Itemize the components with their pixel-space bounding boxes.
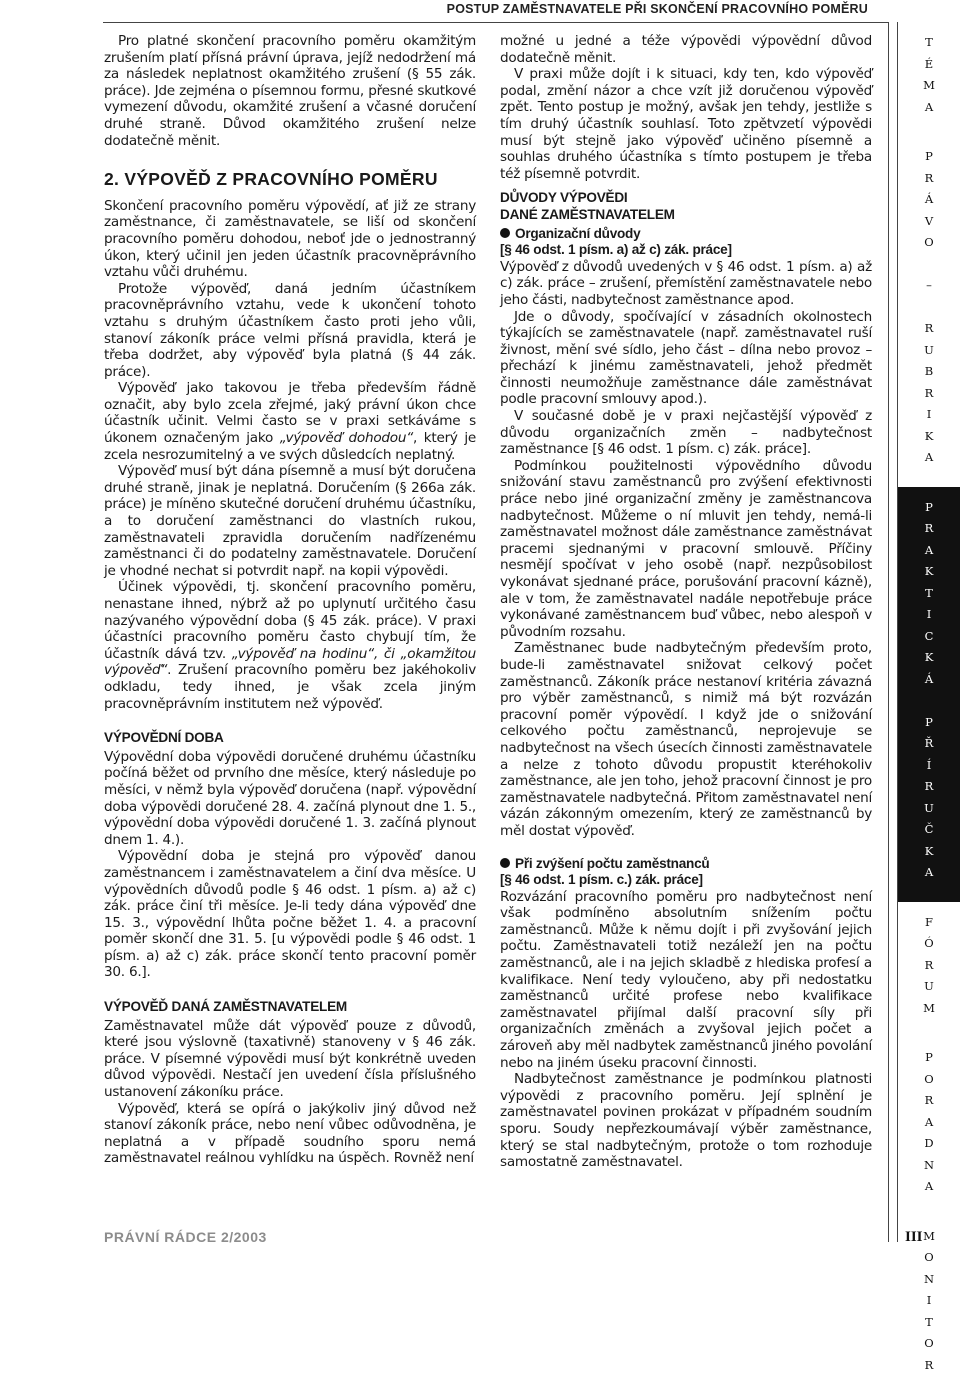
side-tab-letter: P [925, 497, 933, 519]
bullet-heading [500, 856, 872, 889]
bullet-reference: [§ 46 odst. 1 písm. a) až c) zák. práce] [500, 242, 872, 259]
paragraph: V praxi může dojít i k situaci, kdy ten, kdo výpověď podal, změní názor a chce vzít již doručenou výpověď zpět. Tento postup je možný, avšak jen tehdy, jestliže s tím druhý účastník souhlasí. Toto zpětvzetí výpovědi musí být stejně jako výpověď učiněno písemně a souhlas druhého účastníka s tímto postupem je třeba též písemně potvrdit. [500, 66, 872, 182]
side-tab-letter: M [923, 998, 935, 1020]
side-tab-letter: O [924, 232, 933, 254]
text-run: Výpověď jako takovou je třeba především řádně označit, aby bylo zcela zřejmé, jaký právní úkon chce účastník učinit. Velmi často se v praxi setkáváme s úkonem označeným jako [104, 380, 476, 446]
side-tab-letter: T [925, 32, 933, 54]
paragraph: Protože výpověď, daná jedním účastníkem pracovněprávního vztahu, vede k ukončení tohoto vztahu s druhým účastníkem často proti jeho vůli, stanoví zákoník práce velmi přísná pravidla, která je třeba dodržet, aby výpověď byla platná (§ 44 zák. práce). [104, 281, 476, 381]
paragraph [104, 579, 476, 712]
paragraph: Zaměstnanec bude nadbytečným především proto, bude-li zaměstnavatel snižovat celkový počet zaměstnanců. Zákoník práce nestanoví kritéria závazná pro výběr zaměstnanců, s nimiž má být rozvázán pracovní poměr výpovědí. I když jde o snižování celkového počtu zaměstnanců, neprojevuje se nadbytečnost na všech úsecích činnosti zaměstnavatele a nelze z tohoto důvodu propustit kteréhokoliv zaměstnance, ale jen toho, jehož pracovní činnost je pro zaměstnavatele nadbytečná. Přitom zaměstnavatel není vázán zákonným omezením, který ze zaměstnanců by měl dostat výpověď. [500, 640, 872, 839]
paragraph [104, 380, 476, 463]
section-title: 2. VÝPOVĚĎ Z PRACOVNÍHO POMĚRU [104, 171, 476, 188]
paragraph: Jde o důvody, spočívající v zásadních okolnostech týkajících se zaměstnavatele (např. zaměstnavatel ruší živnost, mění své sídlo, jeho část – dílna nebo provoz – přechází k jinému zaměstnavateli, jehož předmět činnosti neumožňuje zaměstnance dále zaměstnávat podle pracovní smlouvy apod.). [500, 309, 872, 409]
side-tab-letter: O [924, 1247, 933, 1269]
side-tab-letter: Í [927, 755, 932, 777]
side-tab-letter: T [925, 1312, 933, 1334]
side-rule [888, 22, 889, 1242]
side-tab-letter: M [923, 75, 935, 97]
side-tab-letter: Á [925, 669, 933, 691]
emphasis: „výpověď dohodou“ [280, 430, 413, 446]
side-tab-letter: D [924, 1133, 933, 1155]
side-tab-letter: R [925, 318, 934, 340]
side-tab-letter: I [927, 604, 932, 626]
side-tab-letter: N [924, 1269, 934, 1291]
side-tab-letter: I [927, 1290, 932, 1312]
paragraph: Rozvázání pracovního poměru pro nadbytečnost není však podmíněno absolutním snížením počtu zaměstnanců. Může k němu dojít i při zvyšování jejich počtu. Zaměstnavateli totiž nezáleží jen na počtu zaměstnanců, ale i na jejich skladbě z hlediska profesí a kvalifikace. Není tedy vyloučeno, aby při nedostatku zaměstnanců určité profese nebo kvalifikace zaměstnavatel přijímal další pracovní síly při organizačních změnách a zvyšoval jejich počet a zároveň aby měl nadbytek zaměstnanců jiného povolání nebo na jiném úseku pracovní činnosti. [500, 889, 872, 1072]
side-tab[interactable] [898, 22, 960, 136]
side-tab-letter: R [925, 1090, 934, 1112]
side-tab-letter: F [925, 912, 933, 934]
side-tab-letter: U [924, 976, 934, 998]
paragraph: Nadbytečnost zaměstnance je podmínkou platnosti výpovědi z pracovního poměru. Její splnění je zaměstnavatel povinen prokázat v případném soudním sporu. Soudy nepřezkoumávají výběr zaměstnance, který se stal nadbytečným, protože o tom rozhoduje samostatně zaměstnavatel. [500, 1071, 872, 1171]
side-tab-letter: P [925, 1047, 933, 1069]
paragraph: Výpověď z důvodů uvedených v § 46 odst. 1 písm. a) až c) zák. práce – zrušení, přemístění zaměstnavatele nebo jeho části, nadbytečnost zaměstnance apod. [500, 259, 872, 309]
side-tab-letter: O [924, 1333, 933, 1355]
side-tab-letter: – [926, 275, 932, 297]
side-tab[interactable] [898, 902, 960, 1038]
paragraph: Zaměstnavatel může dát výpověď pouze z důvodů, které jsou výslovně (taxativně) stanoveny v § 46 zák. práce. V písemné výpovědi musí být konkrétně uveden důvod výpovědi. Nestačí jen uvedení čísla příslušného ustanovení zákoníku práce. [104, 1018, 476, 1101]
side-tab-letter: R [925, 168, 934, 190]
side-tab-letter: R [925, 518, 934, 540]
side-tab-letter: R [925, 1355, 934, 1377]
subsection-title [500, 190, 872, 223]
side-tab-letter: A [925, 540, 933, 562]
running-head: POSTUP ZAMĚSTNAVATELE PŘI SKONČENÍ PRACOVNÍHO POMĚRU [447, 2, 868, 16]
side-tab-letter: N [924, 1155, 934, 1177]
bullet-icon [500, 858, 510, 868]
intro-paragraph: Pro platné skončení pracovního poměru okamžitým zrušením platí přísná právní úprava, jejíž nedodržení má za následek neplatnost okamžitého zrušení (§ 55 zák. práce). Jde zejména o písemnou formu, přesné skutkové vymezení důvodu, okamžité zrušení a včasné doručení druhé straně. Důvod okamžitého zrušení nelze dodatečně měnit. [104, 33, 476, 149]
side-tab-letter: A [925, 447, 933, 469]
emphasis: „výpověď na hodinu“, či „okamžitou výpověď“ [104, 646, 476, 679]
paragraph: možné u jedné a téže výpovědi výpovědní důvod dodatečně měnit. [500, 33, 872, 66]
side-tab-letter: O [924, 1069, 933, 1091]
side-tab-letter: R [925, 776, 934, 798]
bullet-reference: [§ 46 odst. 1 písm. c.) zák. práce] [500, 872, 872, 889]
side-tab-letter: U [924, 798, 934, 820]
paragraph: V současné době je v praxi nejčastější výpověď z důvodu organizačních změn – nadbytečnost zaměstnance [§ 46 odst. 1 písm. c) zák. práce]. [500, 408, 872, 458]
side-tab-letter [927, 254, 931, 276]
side-tab-letter: A [925, 1176, 933, 1198]
header-rule [103, 22, 888, 23]
paragraph: Skončení pracovního poměru výpovědí, ať již ze strany zaměstnance, či zaměstnavatele, se liší od skončení pracovního poměru dohodou, neboť jde o jednostranný úkon, který učinil jen jeden účastník pracovněprávního vztahu vůči druhému. [104, 198, 476, 281]
side-tab-letter: M [923, 1226, 935, 1248]
side-tab[interactable] [898, 1037, 960, 1216]
bullet-icon [500, 228, 510, 238]
paragraph: Podmínkou použitelnosti výpovědního důvodu snižování stavu zaměstnanců pro zvýšení efektivnosti práce nebo jiné organizační změny je zaměstnancova nadbytečnost. Můžeme o ní mluvit jen tehdy, nemá-li zaměstnavatel možnost dále zaměstnance zaměstnávat pracemi sjednanými v pracovní smlouvě. Příčiny nesmějí spočívat v jeho osobě (např. nezpůsobilost vykonávat sjednané práce, porušování pracovní kázně), ale v tom, že zaměstnavatel nadále nepotřebuje práce vykonávané zaměstnancem buď vůbec, nebo alespoň v původním rozsahu. [500, 458, 872, 641]
subsection-title-line: DANÉ ZAMĚSTNAVATELEM [500, 207, 872, 224]
side-tab-letter: U [924, 340, 934, 362]
text-run: , který je zcela nesrozumitelný a ve svých důsledcích neplatný. [104, 430, 476, 463]
bullet-heading [500, 226, 872, 259]
section-tabs [898, 22, 960, 1394]
side-tab-letter: Ř [925, 733, 934, 755]
side-tab-letter [927, 690, 931, 712]
side-tab-letter [927, 297, 931, 319]
subsection-title-line: DŮVODY VÝPOVĚDI [500, 190, 872, 207]
subsection-title: VÝPOVĚDNÍ DOBA [104, 730, 476, 747]
bullet-title: Organizační důvody [515, 226, 640, 241]
side-tab-letter: Ó [924, 933, 933, 955]
left-column [104, 33, 476, 1167]
subsection-title: VÝPOVĚĎ DANÁ ZAMĚSTNAVATELEM [104, 999, 476, 1016]
side-tab-letter: R [925, 383, 934, 405]
side-tab-letter: C [925, 626, 934, 648]
side-tab-letter: B [925, 361, 933, 383]
page-number: III [905, 1229, 923, 1246]
publication-footer: PRÁVNÍ RÁDCE 2/2003 [104, 1229, 267, 1245]
side-tab-letter: Á [925, 189, 933, 211]
side-tab-letter: P [925, 712, 933, 734]
side-tab-letter: Č [925, 819, 934, 841]
text-run: Účinek výpovědi, tj. skončení pracovního poměru, nenastane ihned, nýbrž až po uplynutí určitého času nazývaného výpovědní doba (§ 45 zák. práce). V praxi účastníci pracovního poměru často chybují tím, že účastník dává tzv. [104, 579, 476, 661]
side-tab-letter: A [925, 97, 933, 119]
right-column [500, 33, 872, 1171]
side-tab-letter: R [925, 955, 934, 977]
side-tab-letter: P [925, 146, 933, 168]
side-tab-letter: K [925, 561, 934, 583]
side-tab-letter: I [927, 404, 932, 426]
side-tab-letter: K [925, 647, 934, 669]
bullet-title: Při zvýšení počtu zaměstnanců [515, 856, 709, 871]
side-tab[interactable] [898, 136, 960, 487]
side-tab-letter: V [925, 211, 933, 233]
side-tab-letter: A [925, 1112, 933, 1134]
side-tab-letter: É [925, 54, 933, 76]
text-run: . Zrušení pracovního poměru bez jakéhokoliv odkladu, tedy ihned, je však zcela jiným pracovněprávním institutem než výpověď. [104, 662, 476, 711]
paragraph: Výpovědní doba je stejná pro výpověď danou zaměstnancem i zaměstnavatelem a činí dva měsíce. U výpovědních důvodů podle § 46 odst. 1 písm. a) až c) zák. práce činí tři měsíce. Je-li tedy dána výpověď dne 15. 3., výpovědní lhůta počne běžet 1. 4. a pracovní poměr skončí dne 31. 5. [u výpovědi podle § 46 odst. 1 písm. a) až c) zák. práce skončí tento pracovní poměr 30. 6.]. [104, 848, 476, 981]
side-tab-letter: K [925, 841, 934, 863]
side-tab-letter: K [925, 426, 934, 448]
side-tab[interactable] [898, 487, 960, 902]
side-tab-letter: A [925, 862, 933, 884]
paragraph: Výpověď, která se opírá o jakýkoliv jiný důvod než stanoví zákoník práce, nebo není vůbec odůvodněna, je neplatná a v případě soudního sporu nemá zaměstnavatel reálnou vyhlídku na úspěch. Rovněž není [104, 1101, 476, 1167]
side-tab-letter: T [925, 583, 933, 605]
paragraph: Výpovědní doba výpovědi doručené druhému účastníku počíná běžet od prvního dne měsíce, který následuje po měsíci, v němž byla výpověď doručena (např. výpovědní doba výpovědi doručené 28. 4. začíná plynout dne 1. 5., výpovědní doba výpovědi doručené 1. 3. začíná plynout dnem 1. 4.). [104, 749, 476, 849]
paragraph: Výpověď musí být dána písemně a musí být doručena druhé straně, jinak je neplatná. Doručením (§ 266a zák. práce) je míněno skutečné doručení druhému účastníku, a to doručení zaměstnanci do vlastních rukou, zaměstnavateli zpravidla doručením nadřízenému zaměstnanci či do podatelny zaměstnavatele. Doručení je vhodné nechat si potvrdit např. na kopii výpovědi. [104, 463, 476, 579]
